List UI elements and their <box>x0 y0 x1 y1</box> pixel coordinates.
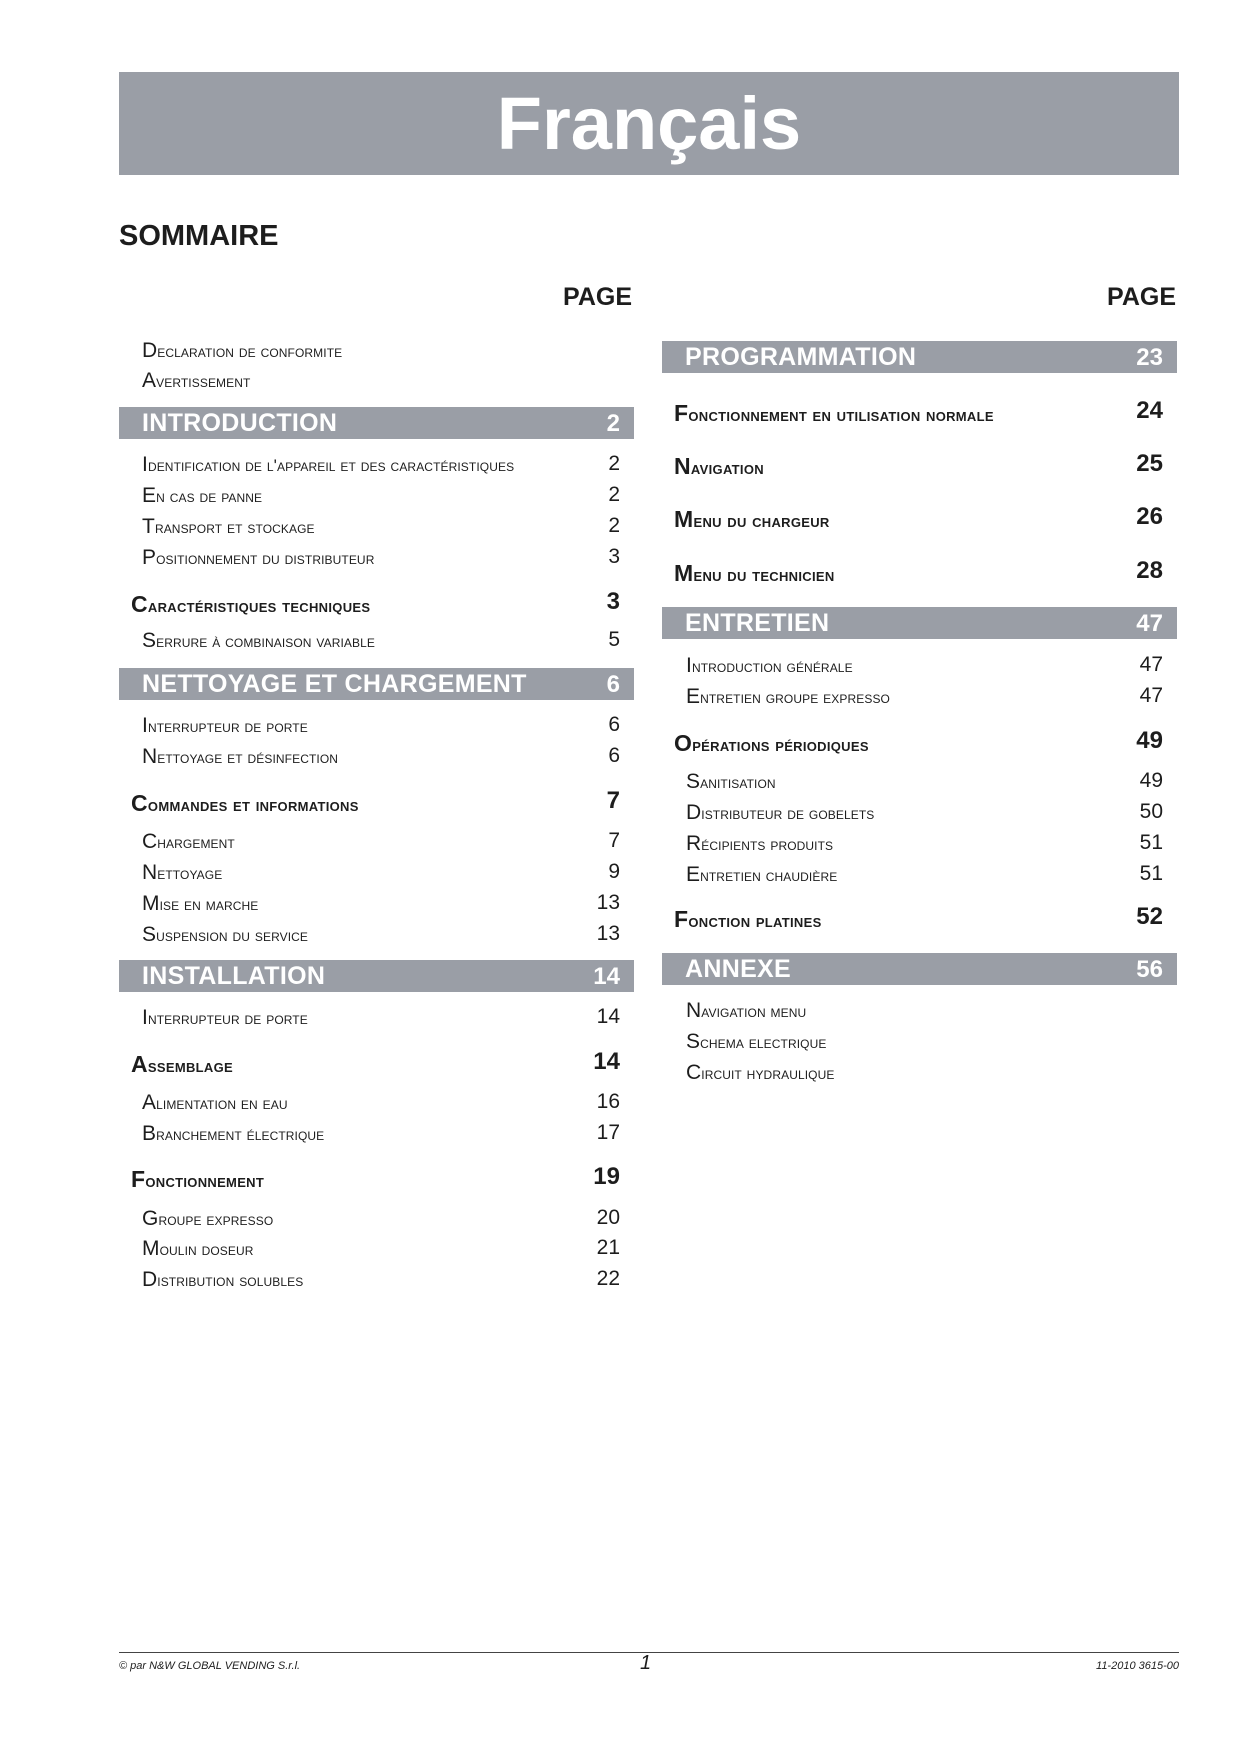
toc-label: Sanitisation <box>686 770 776 793</box>
toc-entry <box>686 829 1163 859</box>
toc-page-number: 28 <box>1136 557 1163 584</box>
toc-label: Interrupteur de porte <box>142 1006 308 1029</box>
toc-page-number: 6 <box>606 671 620 698</box>
toc-entry <box>142 858 620 888</box>
toc-page-number: 26 <box>1136 503 1163 530</box>
toc-label: Récipients produits <box>686 832 834 855</box>
toc-page-number: 5 <box>608 628 620 651</box>
toc-page-number: 19 <box>593 1163 620 1190</box>
toc-page-number: 3 <box>606 588 620 615</box>
toc-entry <box>686 767 1163 797</box>
toc-label: Suspension du service <box>142 923 309 946</box>
toc-label: Transport et stockage <box>142 515 315 538</box>
toc-entry <box>686 798 1163 828</box>
toc-entry <box>142 626 620 656</box>
toc-page-number: 2 <box>606 410 620 437</box>
toc-label: Navigation <box>674 453 764 479</box>
toc-label: Avertissement <box>142 369 251 392</box>
toc-title: SOMMAIRE <box>119 220 279 252</box>
toc-label: Positionnement du distributeur <box>142 546 375 569</box>
toc-label: Distribution solubles <box>142 1268 304 1291</box>
toc-entry <box>686 996 1163 1026</box>
toc-label: Menu du chargeur <box>674 506 830 532</box>
toc-label: INTRODUCTION <box>142 409 338 437</box>
toc-page-number: 56 <box>1136 956 1163 983</box>
toc-chapter <box>674 555 1163 591</box>
footer-copyright: © par N&W GLOBAL VENDING S.r.l. <box>119 1660 301 1672</box>
toc-entry <box>686 651 1163 681</box>
toc-label: Nettoyage <box>142 861 223 884</box>
toc-label: INSTALLATION <box>142 962 326 990</box>
toc-label: Identification de l'appareil et des caractéristiques <box>142 453 515 476</box>
toc-page-number: 14 <box>593 963 620 990</box>
footer-page-number: 1 <box>640 1652 652 1674</box>
toc-page-number: 14 <box>593 1048 620 1075</box>
toc-page-number: 2 <box>608 452 620 475</box>
language-banner: Français <box>119 72 1179 175</box>
toc-label: Moulin doseur <box>142 1237 254 1260</box>
toc-page-number: 49 <box>1139 769 1163 792</box>
toc-label: Declaration de conformite <box>142 339 343 362</box>
toc-page-number: 51 <box>1139 862 1163 885</box>
toc-section-band <box>662 953 1177 985</box>
toc-label: Alimentation en eau <box>142 1091 288 1114</box>
page-column-header-left: PAGE <box>563 283 632 311</box>
toc-chapter <box>131 785 620 821</box>
toc-page-number: 24 <box>1136 397 1163 424</box>
toc-label: Fonctionnement en utilisation normale <box>674 400 994 426</box>
toc-entry <box>686 1027 1163 1057</box>
toc-label: Branchement électrique <box>142 1122 325 1145</box>
toc-chapter <box>674 901 1163 937</box>
toc-entry <box>686 860 1163 890</box>
toc-page-number: 9 <box>608 860 620 883</box>
toc-label: ENTRETIEN <box>685 609 830 637</box>
toc-label: Entretien groupe expresso <box>686 685 890 708</box>
toc-entry <box>142 889 620 919</box>
toc-entry <box>142 336 620 366</box>
toc-chapter <box>674 448 1163 484</box>
toc-section-band <box>119 960 634 992</box>
toc-label: Entretien chaudière <box>686 863 838 886</box>
toc-label: PROGRAMMATION <box>685 343 917 371</box>
toc-entry <box>142 827 620 857</box>
toc-label: Fonctionnement <box>131 1166 265 1192</box>
toc-entry <box>142 1088 620 1118</box>
toc-label: Groupe expresso <box>142 1207 274 1230</box>
toc-page-number: 21 <box>596 1236 620 1259</box>
toc-page-number: 2 <box>608 483 620 506</box>
toc-chapter <box>131 586 620 622</box>
toc-chapter <box>131 1046 620 1082</box>
toc-label: Commandes et informations <box>131 790 359 816</box>
toc-page-number: 7 <box>606 787 620 814</box>
toc-label: Chargement <box>142 830 235 853</box>
toc-label: Serrure à combinaison variable <box>142 629 375 652</box>
toc-entry <box>142 742 620 772</box>
toc-chapter <box>674 725 1163 761</box>
toc-page-number: 49 <box>1136 727 1163 754</box>
toc-entry <box>686 682 1163 712</box>
toc-label: Schema electrique <box>686 1030 827 1053</box>
toc-page-number: 50 <box>1139 800 1163 823</box>
toc-entry <box>142 1265 620 1295</box>
page-column-header-right: PAGE <box>1107 283 1176 311</box>
toc-label: Navigation menu <box>686 999 807 1022</box>
toc-label: Caractéristiques techniques <box>131 591 371 617</box>
toc-section-band <box>119 407 634 439</box>
toc-page-number: 17 <box>596 1121 620 1144</box>
toc-entry <box>142 711 620 741</box>
toc-label: Interrupteur de porte <box>142 714 308 737</box>
toc-entry <box>142 1234 620 1264</box>
toc-label: Introduction générale <box>686 654 853 677</box>
toc-chapter <box>131 1161 620 1197</box>
toc-page-number: 16 <box>596 1090 620 1113</box>
toc-section-band <box>119 668 634 700</box>
toc-page-number: 14 <box>596 1005 620 1028</box>
toc-section-band <box>662 607 1177 639</box>
toc-page-number: 47 <box>1139 653 1163 676</box>
toc-page-number: 7 <box>608 829 620 852</box>
toc-label: ANNEXE <box>685 955 791 983</box>
toc-page-number: 22 <box>596 1267 620 1290</box>
toc-page-number: 2 <box>608 514 620 537</box>
toc-label: Distributeur de gobelets <box>686 801 875 824</box>
toc-page-number: 6 <box>608 744 620 767</box>
footer-doc-code: 11-2010 3615-00 <box>1096 1660 1179 1672</box>
toc-page-number: 6 <box>608 713 620 736</box>
toc-entry <box>142 1003 620 1033</box>
toc-page-number: 52 <box>1136 903 1163 930</box>
toc-label: Menu du technicien <box>674 560 835 586</box>
toc-page-number: 23 <box>1136 344 1163 371</box>
toc-chapter <box>674 395 1163 431</box>
toc-page-number: 13 <box>596 891 620 914</box>
toc-entry <box>142 1204 620 1234</box>
toc-label: Assemblage <box>131 1051 233 1077</box>
toc-label: Fonction platines <box>674 906 822 932</box>
toc-page-number: 25 <box>1136 450 1163 477</box>
toc-entry <box>142 450 620 480</box>
toc-label: En cas de panne <box>142 484 263 507</box>
toc-entry <box>142 920 620 950</box>
toc-page-number: 3 <box>608 545 620 568</box>
toc-label: NETTOYAGE ET CHARGEMENT <box>142 670 527 698</box>
toc-entry <box>142 1119 620 1149</box>
toc-page-number: 47 <box>1139 684 1163 707</box>
toc-page-number: 13 <box>596 922 620 945</box>
toc-page-number: 47 <box>1136 610 1163 637</box>
toc-entry <box>142 543 620 573</box>
toc-label: Mise en marche <box>142 892 259 915</box>
toc-entry <box>142 481 620 511</box>
toc-entry <box>142 512 620 542</box>
toc-page-number: 20 <box>596 1206 620 1229</box>
toc-entry <box>686 1058 1163 1088</box>
toc-label: Circuit hydraulique <box>686 1061 835 1084</box>
toc-entry <box>142 366 620 396</box>
toc-label: Nettoyage et désinfection <box>142 745 339 768</box>
toc-section-band <box>662 341 1177 373</box>
toc-chapter <box>674 501 1163 537</box>
toc-label: Opérations périodiques <box>674 730 869 756</box>
toc-page-number: 51 <box>1139 831 1163 854</box>
